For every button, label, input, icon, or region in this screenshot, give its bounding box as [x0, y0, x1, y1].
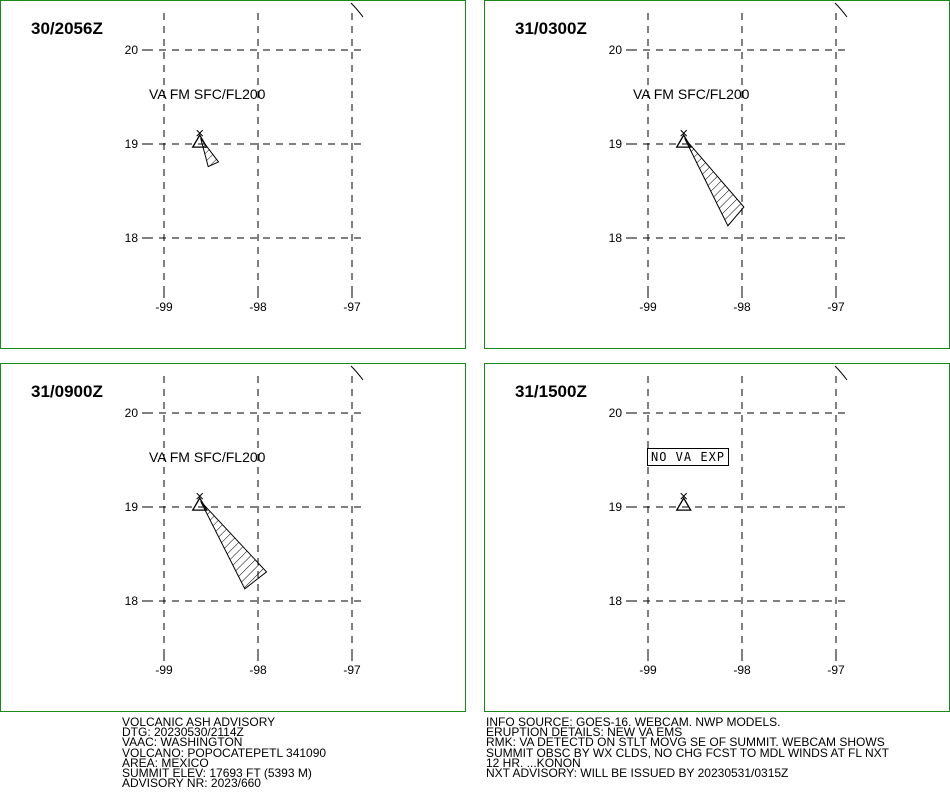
advisory-header-block [122, 715, 327, 791]
lon-tick-label: -99 [155, 663, 173, 677]
advisory-title: VOLCANIC ASH ADVISORY [122, 715, 276, 729]
advisory-next: NXT ADVISORY: WILL BE ISSUED BY 20230531/0315Z [486, 766, 789, 781]
advisory-vaac: VAAC: WASHINGTON [122, 735, 243, 750]
advisory-dtg: DTG: 20230530/2114Z [122, 725, 244, 740]
va-level-label: VA FM SFC/FL200 [149, 86, 266, 102]
no-va-expected-label: NO VA EXP [647, 448, 729, 466]
lat-tick-label: 18 [124, 231, 138, 245]
advisory-remark-line-1: RMK: VA DETECTD ON STLT MOVG SE OF SUMMIT. WEBCAM SHOWS [486, 735, 885, 750]
map-canvas-2 [485, 1, 950, 350]
map-canvas-3 [1, 364, 467, 713]
advisory-number: ADVISORY NR: 2023/660 [122, 776, 261, 791]
panel-time-2: 31/0300Z [515, 19, 587, 38]
advisory-eruption-details: ERUPTION DETAILS: NEW VA EMS [486, 725, 683, 740]
advisory-info-source: INFO SOURCE: GOES-16. WEBCAM. NWP MODELS. [486, 715, 781, 729]
lat-tick-label: 18 [608, 231, 622, 245]
lat-tick-label: 20 [608, 43, 622, 57]
advisory-remark-line-3: 12 HR. ...KONON [486, 755, 581, 770]
lon-tick-label: -98 [733, 300, 751, 314]
map-panel-1 [0, 0, 466, 349]
lat-tick-label: 19 [608, 137, 622, 151]
lat-tick-label: 18 [608, 594, 622, 608]
lat-tick-label: 18 [124, 594, 138, 608]
advisory-details-block [486, 715, 889, 781]
map-canvas-1 [1, 1, 467, 350]
lon-tick-label: -97 [343, 300, 361, 314]
va-level-label: VA FM SFC/FL200 [149, 449, 266, 465]
advisory-remark-line-2: SUMMIT OBSC BY WX CLDS, NO CHG FCST TO MDL WINDS AT FL NXT [486, 745, 889, 760]
coastline-fragment [351, 3, 363, 17]
lon-tick-label: -98 [249, 663, 267, 677]
va-level-label: VA FM SFC/FL200 [633, 86, 750, 102]
lat-tick-label: 20 [608, 406, 622, 420]
lon-tick-label: -97 [827, 663, 845, 677]
coastline-fragment [835, 366, 847, 380]
lon-tick-label: -98 [733, 663, 751, 677]
map-panel-2 [484, 0, 950, 349]
map-panel-4 [484, 363, 950, 712]
ash-plume-polygon [685, 138, 744, 225]
lat-tick-label: 19 [124, 500, 138, 514]
advisory-area: AREA: MEXICO [122, 755, 209, 770]
lon-tick-label: -97 [827, 300, 845, 314]
volcano-icon [677, 498, 691, 510]
map-canvas-4 [485, 364, 950, 713]
lon-tick-label: -97 [343, 663, 361, 677]
panel-time-4: 31/1500Z [515, 382, 587, 401]
lat-tick-label: 20 [124, 43, 138, 57]
panel-time-3: 31/0900Z [31, 382, 103, 401]
ash-plume-polygon [201, 501, 267, 588]
advisory-volcano: VOLCANO: POPOCATEPETL 341090 [122, 745, 327, 760]
lon-tick-label: -99 [639, 300, 657, 314]
coastline-fragment [351, 366, 363, 380]
lon-tick-label: -99 [639, 663, 657, 677]
lat-tick-label: 19 [608, 500, 622, 514]
panel-time-1: 30/2056Z [31, 19, 103, 38]
lon-tick-label: -99 [155, 300, 173, 314]
lon-tick-label: -98 [249, 300, 267, 314]
coastline-fragment [835, 3, 847, 17]
map-panel-3 [0, 363, 466, 712]
lat-tick-label: 20 [124, 406, 138, 420]
lat-tick-label: 19 [124, 137, 138, 151]
advisory-summit-elev: SUMMIT ELEV: 17693 FT (5393 M) [122, 766, 312, 781]
